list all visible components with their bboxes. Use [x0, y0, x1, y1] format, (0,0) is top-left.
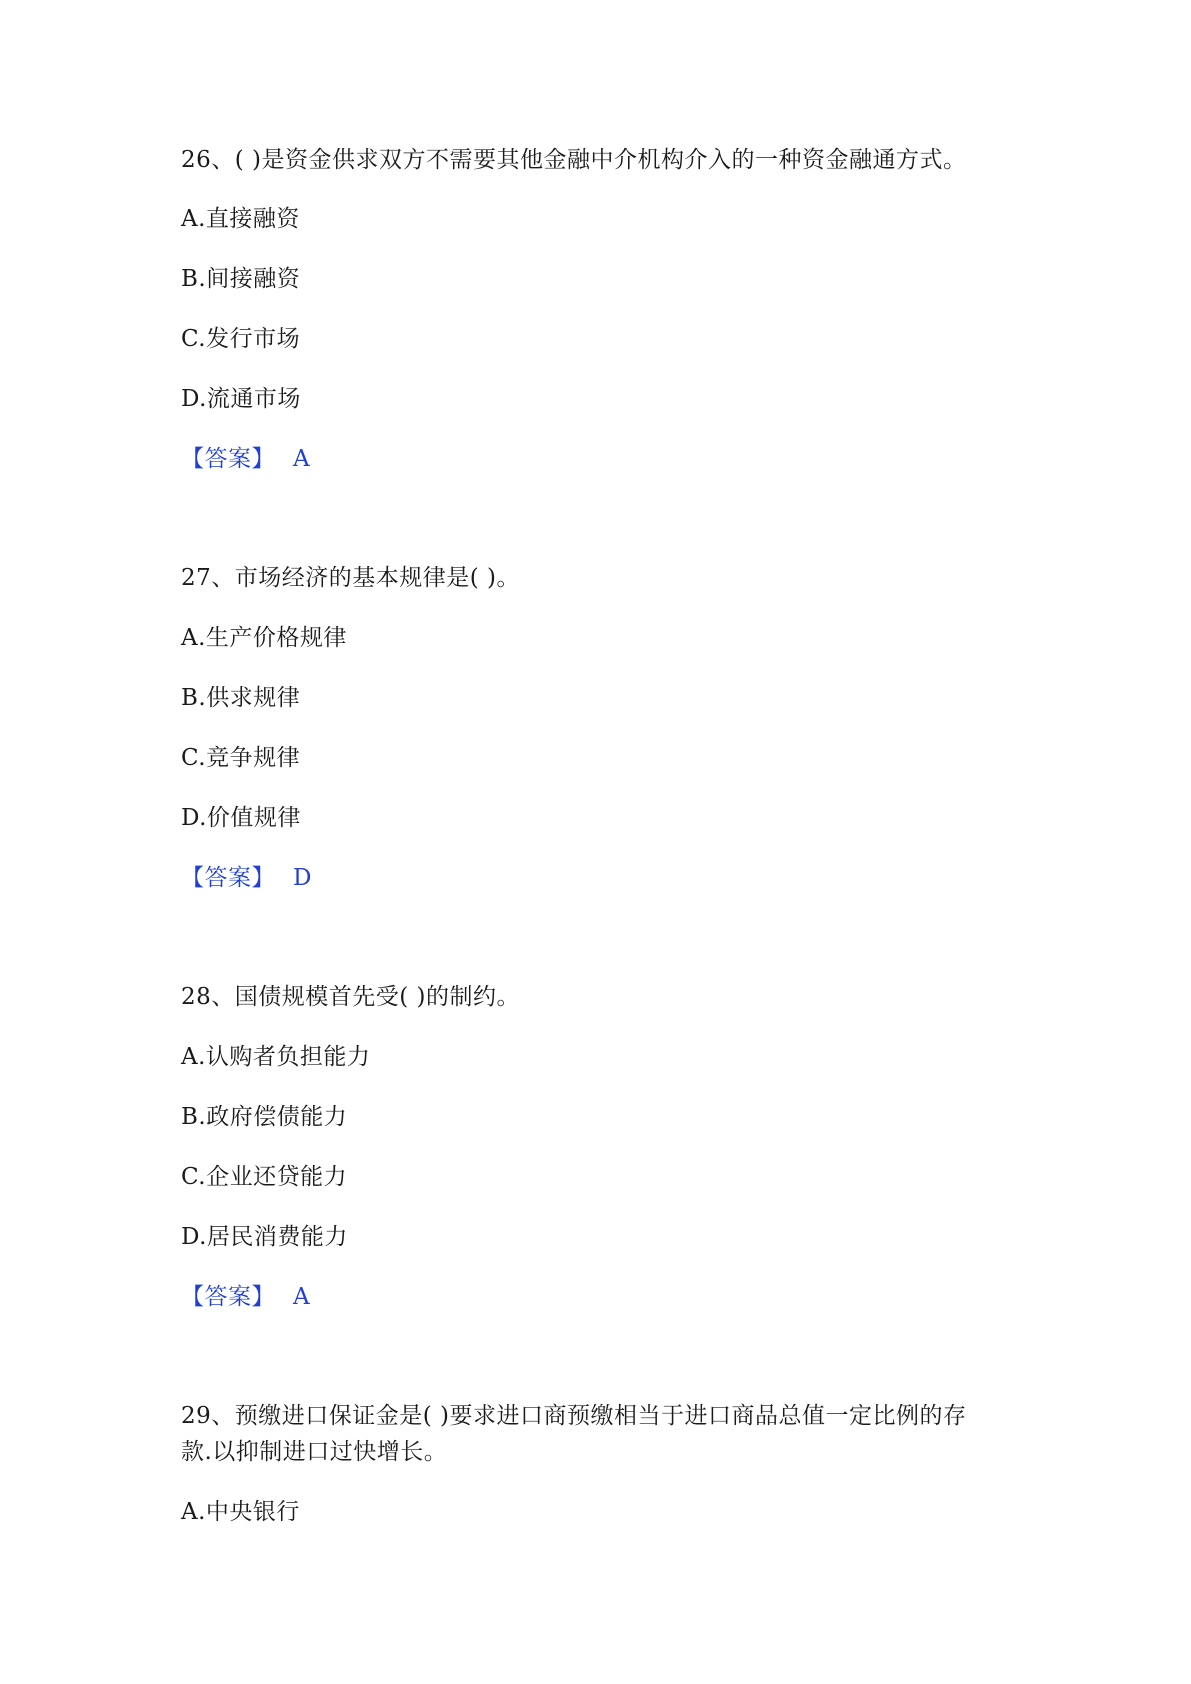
option-d: D.价值规律 [181, 805, 301, 831]
question-stem: 28、国债规模首先受( )的制约。 [181, 984, 521, 1010]
answer-label: 【答案】 [181, 446, 275, 472]
answer-value: A [293, 446, 311, 472]
option-b: B.间接融资 [181, 266, 301, 292]
answer-label: 【答案】 [181, 1284, 275, 1310]
answer-line [181, 862, 312, 894]
option-a: A.生产价格规律 [181, 625, 347, 651]
answer-line [181, 443, 310, 475]
question-stem-line-2: 款.以抑制进口过快增长。 [181, 1439, 448, 1465]
option-b: B.政府偿债能力 [181, 1104, 348, 1130]
option-c: C.企业还贷能力 [181, 1164, 348, 1190]
option-c: C.发行市场 [181, 326, 301, 352]
option-c: C.竞争规律 [181, 745, 301, 771]
option-d: D.居民消费能力 [181, 1224, 348, 1250]
option-b: B.供求规律 [181, 685, 301, 711]
answer-value: A [293, 1284, 311, 1310]
option-a: A.直接融资 [181, 206, 300, 232]
answer-label: 【答案】 [181, 865, 275, 891]
question-stem: 27、市场经济的基本规律是( )。 [181, 565, 521, 591]
answer-value: D [293, 865, 312, 891]
option-a: A.认购者负担能力 [181, 1044, 371, 1070]
option-a: A.中央银行 [181, 1499, 300, 1525]
option-d: D.流通市场 [181, 386, 301, 412]
question-stem-line-1: 29、预缴进口保证金是( )要求进口商预缴相当于进口商品总值一定比例的存 [181, 1403, 967, 1429]
answer-line [181, 1281, 310, 1313]
question-stem: 26、( )是资金供求双方不需要其他金融中介机构介入的一种资金融通方式。 [181, 147, 967, 173]
